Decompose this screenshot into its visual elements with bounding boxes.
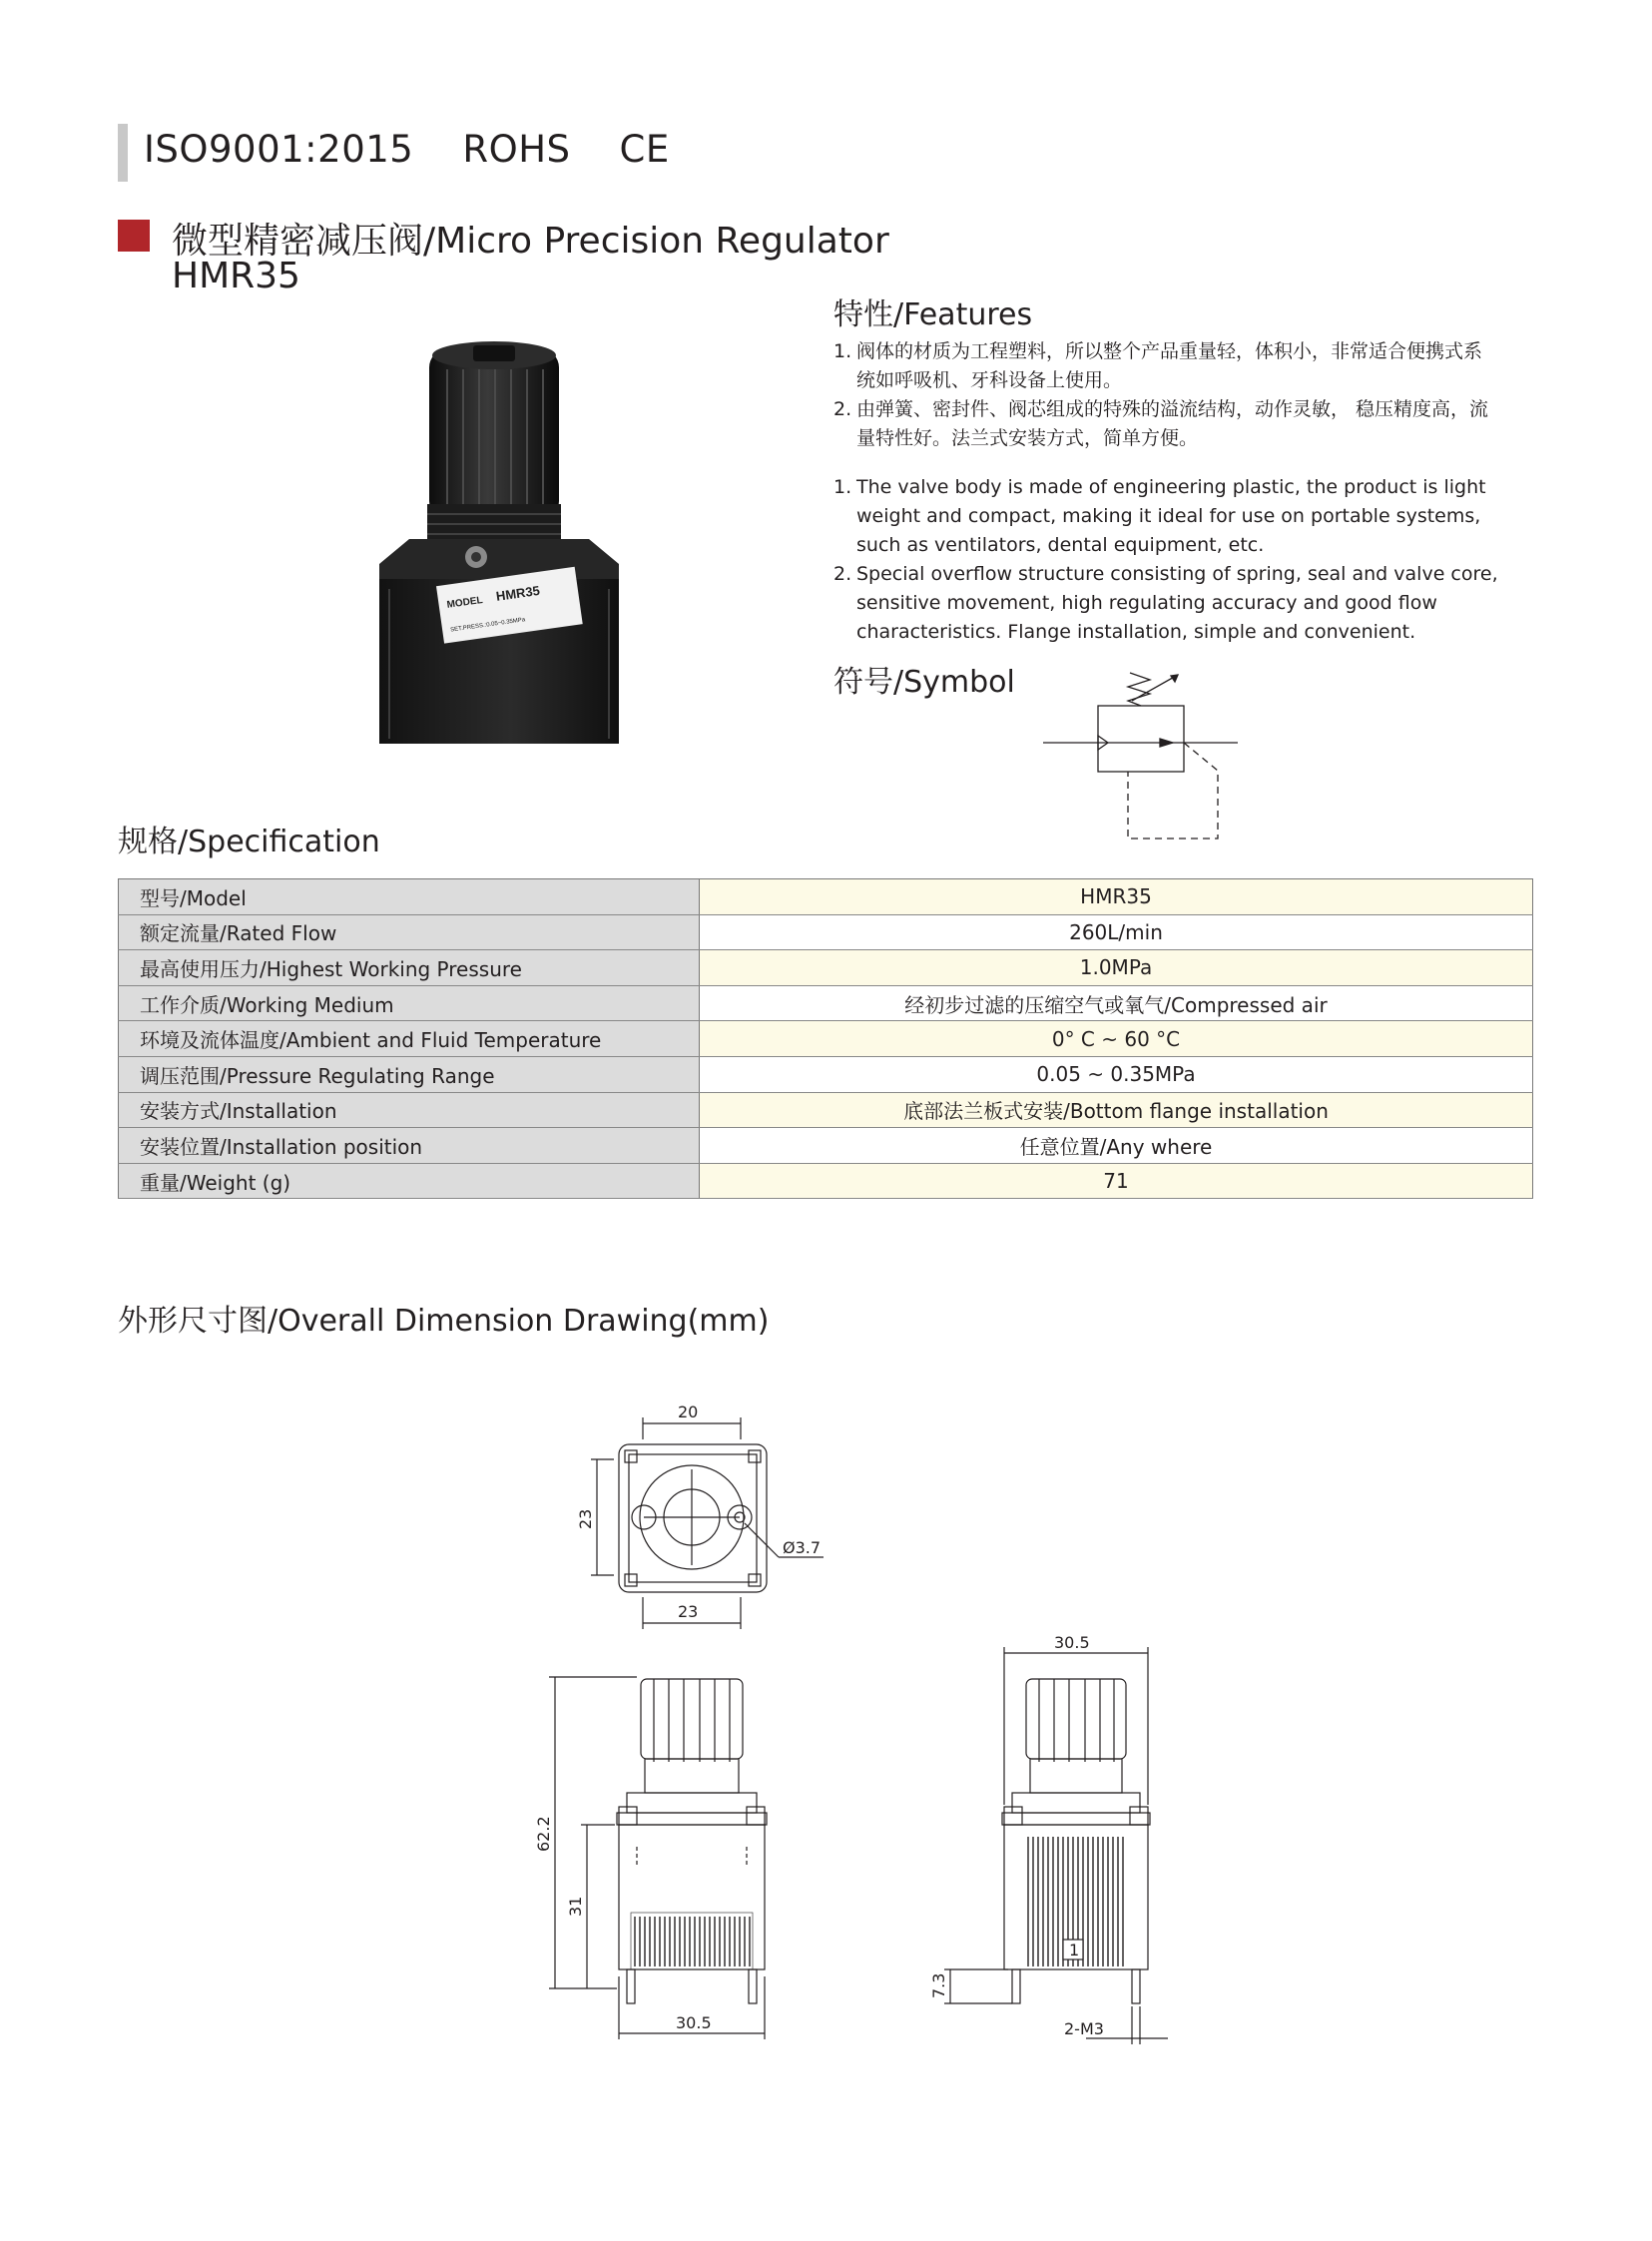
feature-line: 由弹簧、密封件、阀芯组成的特殊的溢流结构，动作灵敏， 稳压精度高，流	[856, 398, 1489, 420]
spec-row	[119, 914, 1533, 950]
photo-label-press: SET.PRESS.:0.05~0.35MPa	[449, 617, 526, 634]
specification-heading: 规格/Specification	[118, 825, 380, 859]
spec-label: 最高使用压力/Highest Working Pressure	[119, 950, 700, 986]
certification-text: ISO9001:2015 ROHS CE	[144, 128, 670, 171]
feature-line: 量特性好。法兰式安装方式，简单方便。	[856, 427, 1199, 449]
spec-row	[119, 950, 1533, 986]
dim-front-total-height: 62.2	[534, 1816, 553, 1852]
feature-item	[833, 395, 1552, 453]
dim-front-width: 30.5	[676, 2013, 712, 2032]
feature-line: 阀体的材质为工程塑料，所以整个产品重量轻，体积小，非常适合便携式系	[856, 340, 1483, 362]
features-list	[833, 337, 1552, 643]
spec-row	[119, 1056, 1533, 1092]
spec-row	[119, 1021, 1533, 1057]
dim-front-body-height: 31	[566, 1896, 585, 1917]
spec-value: 0° C ~ 60 °C	[700, 1021, 1533, 1057]
feature-line: Special overflow structure consisting of spring, seal and valve core,	[856, 563, 1498, 585]
dimension-heading: 外形尺寸图/Overall Dimension Drawing(mm)	[118, 1304, 770, 1339]
feature-line: weight and compact, making it ideal for use on portable systems,	[856, 505, 1481, 527]
spec-value: 底部法兰板式安装/Bottom flange installation	[700, 1092, 1533, 1128]
spec-row	[119, 1128, 1533, 1164]
spec-value: 1.0MPa	[700, 950, 1533, 986]
spec-value: HMR35	[700, 879, 1533, 915]
dim-side-pin-height: 7.3	[929, 1972, 948, 1998]
spec-label: 重量/Weight (g)	[119, 1163, 700, 1199]
feature-number: 1.	[833, 340, 852, 362]
dim-side-width: 30.5	[1054, 1633, 1090, 1652]
spec-label: 调压范围/Pressure Regulating Range	[119, 1056, 700, 1092]
feature-number: 2.	[833, 563, 852, 585]
symbol-heading: 符号/Symbol	[833, 665, 1015, 700]
feature-line: The valve body is made of engineering plastic, the product is light	[856, 476, 1486, 498]
spec-label: 型号/Model	[119, 879, 700, 915]
specification-table	[118, 878, 1533, 1199]
spec-label: 安装位置/Installation position	[119, 1128, 700, 1164]
feature-item	[833, 473, 1552, 560]
spec-row	[119, 985, 1533, 1021]
feature-number: 1.	[833, 476, 852, 498]
spec-row	[119, 1092, 1533, 1128]
spec-label: 额定流量/Rated Flow	[119, 914, 700, 950]
spec-value: 任意位置/Any where	[700, 1128, 1533, 1164]
product-model: HMR35	[172, 256, 300, 296]
dim-top-width: 20	[678, 1402, 699, 1421]
feature-line: 统如呼吸机、牙科设备上使用。	[856, 369, 1123, 391]
dim-thread: 2-M3	[1064, 2019, 1104, 2038]
spec-value: 71	[700, 1163, 1533, 1199]
title-marker	[118, 220, 150, 252]
feature-item	[833, 337, 1552, 395]
photo-label-model: MODEL	[446, 594, 484, 611]
dimension-drawing	[519, 1378, 1258, 2076]
spec-label: 环境及流体温度/Ambient and Fluid Temperature	[119, 1021, 700, 1057]
dim-top-height: 23	[576, 1508, 595, 1529]
dim-top-bottom-width: 23	[678, 1602, 699, 1621]
regulator-symbol	[1028, 661, 1248, 848]
spec-value: 0.05 ~ 0.35MPa	[700, 1056, 1533, 1092]
header-accent-bar	[118, 124, 128, 182]
spec-label: 工作介质/Working Medium	[119, 985, 700, 1021]
product-photo	[359, 339, 659, 749]
feature-line: characteristics. Flange installation, simple and convenient.	[856, 621, 1416, 643]
dim-hole: Ø3.7	[783, 1538, 822, 1557]
spec-row	[119, 1163, 1533, 1199]
photo-label-code: HMR35	[494, 582, 541, 604]
dim-port-mark: 1	[1069, 1941, 1080, 1960]
spec-label: 安装方式/Installation	[119, 1092, 700, 1128]
product-title: 微型精密减压阀/Micro Precision Regulator	[172, 221, 889, 262]
spec-value: 经初步过滤的压缩空气或氧气/Compressed air	[700, 985, 1533, 1021]
features-heading: 特性/Features	[833, 297, 1033, 332]
feature-line: such as ventilators, dental equipment, etc.	[856, 534, 1265, 556]
feature-item	[833, 560, 1552, 647]
feature-number: 2.	[833, 398, 852, 420]
spec-row	[119, 879, 1533, 915]
spec-value: 260L/min	[700, 914, 1533, 950]
feature-line: sensitive movement, high regulating accuracy and good flow	[856, 592, 1437, 614]
